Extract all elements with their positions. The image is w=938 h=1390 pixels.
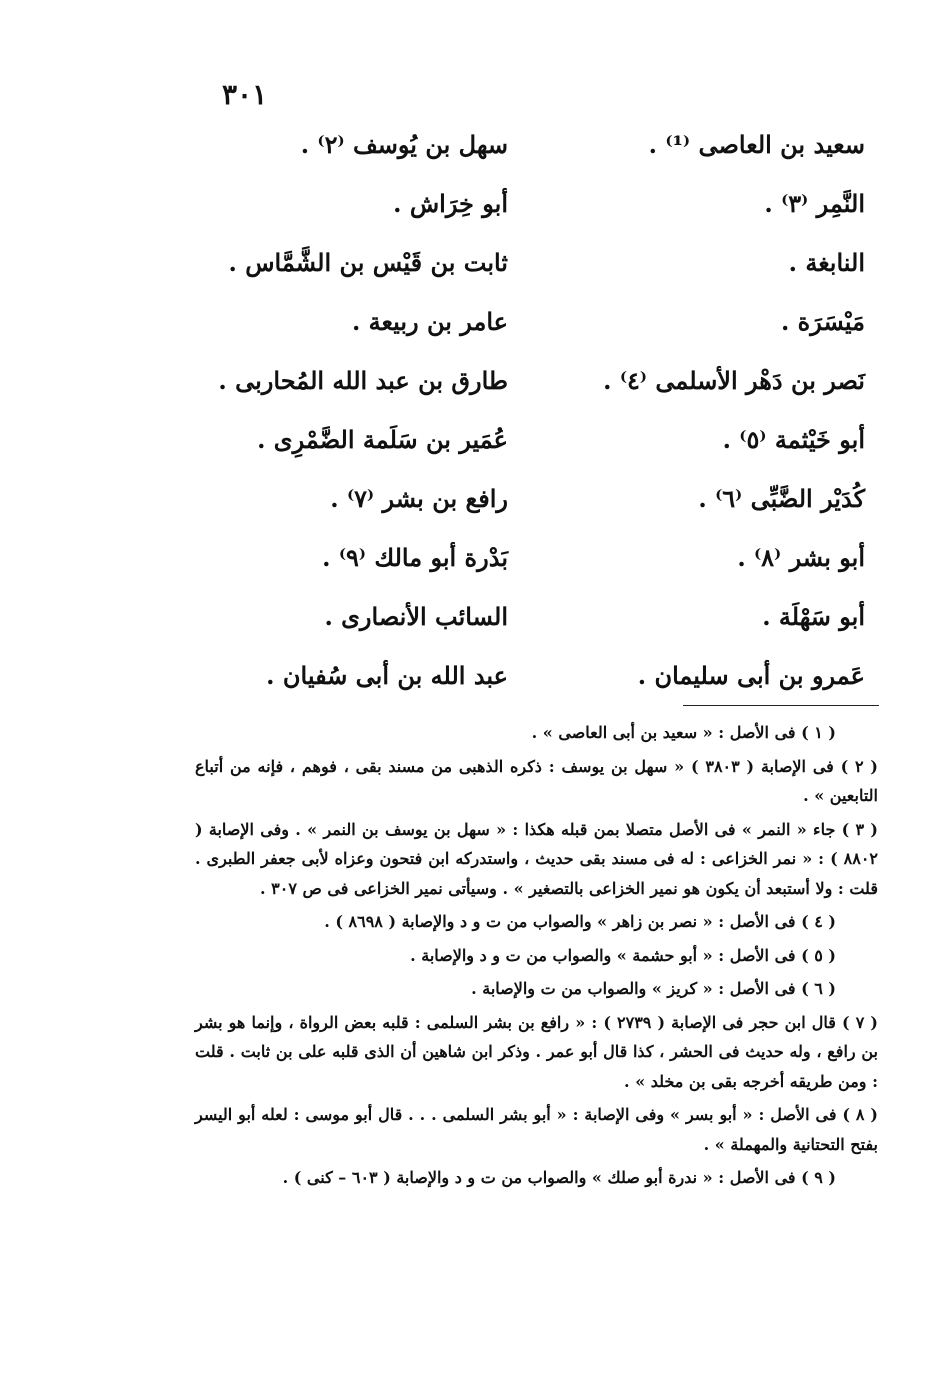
name-entry: مَيْسَرَة . xyxy=(780,307,865,336)
list-item xyxy=(0,184,938,243)
footnote: ( ٩ ) فى الأصل : « ندرة أبو صلك » والصواب من ت و د والإصابة ( ٦٠٣ – كنى ) . xyxy=(282,1168,836,1187)
names-list xyxy=(0,125,938,715)
footnote: ( ٧ ) قال ابن حجر فى الإصابة ( ٢٧٣٩ ) : « رافع بن بشر السلمى : قلبه بعض الرواة ، وإنما هو بشر بن رافع ، وله حديث فى الحشر ، كذا قال أبو عمر . وذكر ابن شاهين أن الذى قلبه على بن ثابت . قلت : ومن طريقه أخرجه بقى بن مخلد » . xyxy=(195,1012,879,1091)
list-item xyxy=(0,597,938,656)
list-item xyxy=(0,243,938,302)
name-entry: طارق بن عبد الله المُحاربى . xyxy=(218,366,508,395)
page-number: ٣٠١ xyxy=(222,78,268,111)
name-entry: عَمرو بن أبى سليمان . xyxy=(637,661,865,690)
name-entry: بَدْرة أبو مالك ⁽٩⁾ . xyxy=(322,543,508,572)
name-entry: ثابت بن قَيْس بن الشَّمَّاس . xyxy=(228,248,508,277)
name-entry: سعيد بن العاصى ⁽¹⁾ . xyxy=(648,130,865,159)
name-entry: السائب الأنصارى . xyxy=(324,602,508,631)
list-item xyxy=(0,479,938,538)
footnote: ( ٢ ) فى الإصابة ( ٣٨٠٣ ) « سهل بن يوسف : ذكره الذهبى من مسند بقى ، فوهم ، فإنه من أتباع التابعين » . xyxy=(195,756,878,805)
name-entry: أبو بشر ⁽٨⁾ . xyxy=(737,543,865,572)
footnote: ( ٤ ) فى الأصل : « نصر بن زاهر » والصواب من ت و د والإصابة ( ٨٦٩٨ ) . xyxy=(324,912,836,931)
name-entry: سهل بن يُوسف ⁽٢⁾ . xyxy=(300,130,508,159)
footnotes xyxy=(195,718,878,1197)
footnote: ( ٥ ) فى الأصل : « أبو حشمة » والصواب من ت و د والإصابة . xyxy=(410,945,836,965)
list-item xyxy=(0,361,938,420)
footnote: ( ٣ ) جاء « النمر » فى الأصل متصلا بمن قبله هكذا : « سهل بن يوسف بن النمر » . وفى الإصابة ( ٨٨٠٢ ) : « نمر الخزاعى : له فى مسند بقى حديث ، واستدركه ابن فتحون وعزاه لأبى جعفر الطبرى . قلت : ولا أستبعد أن يكون هو نمير الخزاعى بالتصغير » . وسيأتى نمير الخزاعى فى ص ٣٠٧ . xyxy=(195,819,879,898)
name-entry: النابغة . xyxy=(788,248,865,277)
name-entry: أبو خَيْثمة ⁽٥⁾ . xyxy=(722,425,865,454)
list-item xyxy=(0,125,938,184)
name-entry: النَّمِر ⁽٣⁾ . xyxy=(764,189,865,218)
name-entry: أبو سَهْلَة . xyxy=(762,602,865,631)
name-entry: عبد الله بن أبى سُفيان . xyxy=(266,661,508,690)
list-item xyxy=(0,656,938,715)
name-entry: عُمَير بن سَلَمة الضَّمْرِى . xyxy=(257,425,508,454)
name-entry: أبو خِرَاش . xyxy=(393,189,508,218)
list-item xyxy=(0,420,938,479)
name-entry: رافع بن بشر ⁽٧⁾ . xyxy=(330,484,508,513)
footnote: ( ٨ ) فى الأصل : « أبو بسر » وفى الإصابة : « أبو بشر السلمى . . . قال أبو موسى : لعله أبو اليسر بفتح التحتانية والمهملة » . xyxy=(195,1105,878,1154)
list-item xyxy=(0,302,938,361)
name-entry: عامر بن ربيعة . xyxy=(351,307,508,336)
footnote: ( ٦ ) فى الأصل : « كريز » والصواب من ت والإصابة . xyxy=(471,979,836,998)
name-entry: كُدَيْر الضَّبِّى ⁽٦⁾ . xyxy=(698,484,865,513)
footnote-divider xyxy=(683,705,879,706)
list-item xyxy=(0,538,938,597)
footnote: ( ١ ) فى الأصل : « سعيد بن أبى العاصى » . xyxy=(531,723,836,742)
name-entry: نَصر بن دَهْر الأسلمى ⁽٤⁾ . xyxy=(603,366,865,395)
